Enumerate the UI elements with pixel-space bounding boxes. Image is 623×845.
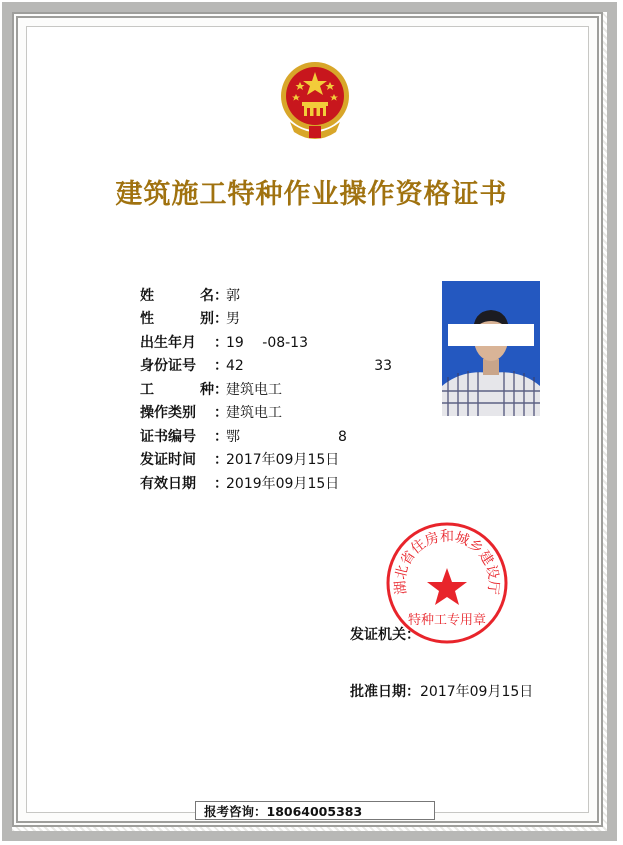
- field-value: 19 -08-13: [226, 334, 308, 351]
- national-emblem-icon: [276, 60, 354, 142]
- field-label: 姓 名: [140, 287, 214, 304]
- field-row-operation-category: [140, 401, 392, 425]
- field-colon: ：: [214, 452, 228, 469]
- field-row-valid-date: [140, 471, 392, 495]
- field-row-certificate-number: [140, 424, 392, 448]
- field-label: 证书编号: [140, 428, 196, 445]
- field-row-id-number: [140, 354, 392, 378]
- field-value: 2017年09月15日: [226, 452, 340, 469]
- field-colon: ：: [214, 287, 228, 304]
- field-label: 操作类别: [140, 405, 196, 422]
- field-value: 郭: [226, 287, 240, 304]
- approval-date-label: 批准日期：: [350, 684, 420, 700]
- field-colon: ：: [214, 311, 228, 328]
- field-value: 鄂 8: [226, 428, 347, 445]
- field-label: 性 别: [140, 311, 214, 328]
- approval-date-value: 2017年09月15日: [420, 684, 534, 700]
- field-row-issue-date: [140, 448, 392, 472]
- field-label: 工 种: [140, 381, 214, 398]
- field-colon: ：: [214, 358, 228, 375]
- field-colon: ：: [214, 428, 228, 445]
- field-colon: ：: [214, 381, 228, 398]
- field-row-name: [140, 283, 392, 307]
- field-colon: ：: [214, 475, 228, 492]
- field-value: 42 33: [226, 358, 393, 375]
- field-row-trade: [140, 377, 392, 401]
- approval-date: [350, 681, 533, 701]
- field-colon: ：: [214, 405, 228, 422]
- field-row-gender: [140, 307, 392, 331]
- certificate-fields: [140, 283, 392, 495]
- field-value: 建筑电工: [226, 405, 282, 422]
- field-row-birth: [140, 330, 392, 354]
- field-label: 发证时间: [140, 452, 196, 469]
- field-value: 建筑电工: [226, 381, 282, 398]
- certificate-title: 建筑施工特种作业操作资格证书: [115, 179, 508, 210]
- field-colon: ：: [214, 334, 228, 351]
- seal-bottom-text: 特种工专用章: [407, 613, 487, 628]
- id-photo: [442, 281, 540, 416]
- issuer-label: 发证机关：: [350, 627, 420, 643]
- field-label: 出生年月: [140, 334, 196, 351]
- field-label: 有效日期: [140, 475, 196, 492]
- person-photo-icon: [442, 281, 540, 416]
- field-value: 2019年09月15日: [226, 475, 340, 492]
- field-value: 男: [226, 311, 240, 328]
- consultation-footer: 报考咨询：18064005383: [195, 801, 435, 820]
- seal-arc-text: 湖北省住房和城乡建设厅: [392, 528, 502, 596]
- field-label: 身份证号: [140, 358, 196, 375]
